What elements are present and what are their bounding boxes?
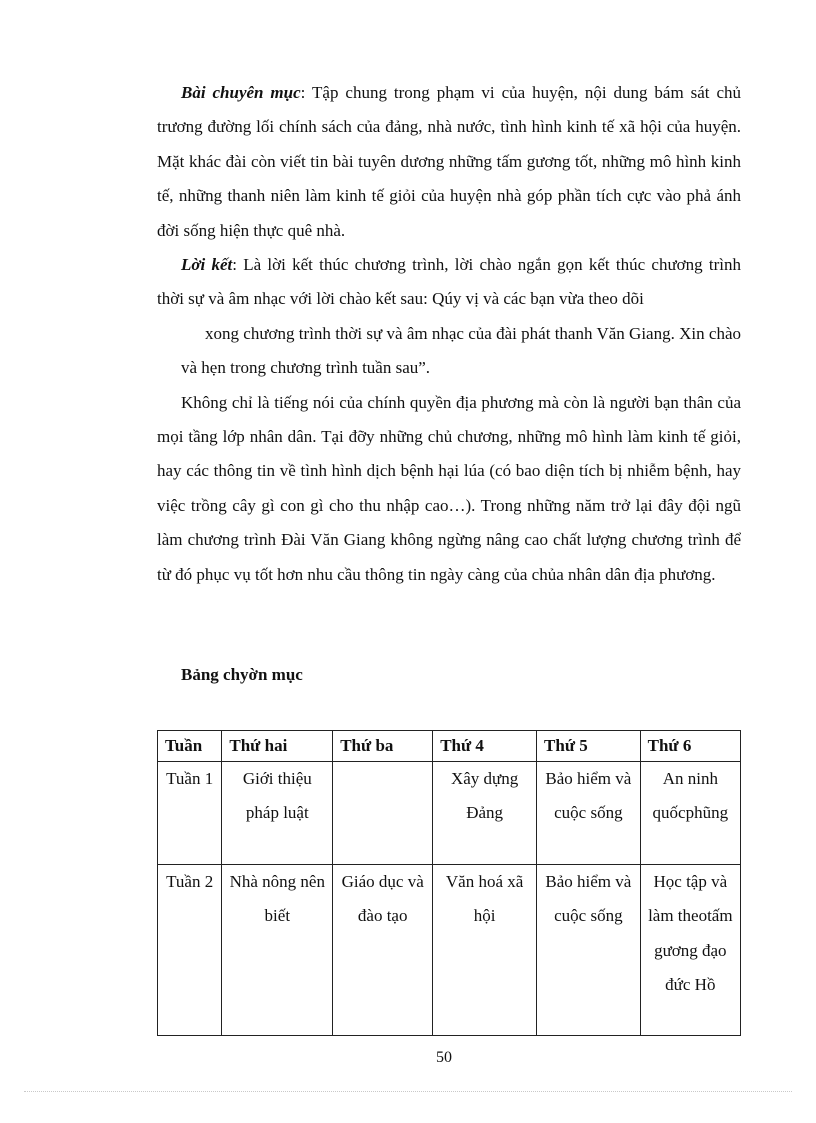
table-header-row [158, 731, 741, 762]
table-cell: Tuần 1 [158, 762, 222, 865]
paragraph-khong-chi: Không chỉ là tiếng nói của chính quyền địa phương mà còn là người bạn thân của mọi tầng lớp nhân dân. Tại đỡy những chủ chương, những mô hình làm kinh tế giỏi, hay các thông tin về tình hình dịch bệnh hại lúa (có bao diện tích bị nhiễm bệnh, hay việc trồng cây gì con gì cho thu nhập cao…). Trong những năm trở lại đây đội ngũ làm chương trình Đài Văn Giang không ngừng nâng cao chất lượng chương trình để từ đó phục vụ tốt hơn nhu cầu thông tin ngày càng của chủa nhân dân địa phương. [157, 392, 741, 584]
paragraph-lead: Lời kết [181, 255, 233, 275]
page-number: 50 [436, 1049, 452, 1066]
paragraph-text: : Tập chung trong phạm vi của huyện, nội dung bám sát chủ trương đường lối chính sách của đảng, nhà nước, tình hình kinh tế xã hội của huyện. Mặt khác đài còn viết tin bài tuyên dương những tấm gương tốt, những mô hình kinh tế, những thanh niên làm kinh tế giỏi của huyện nhà góp phần tích cực vào phả ánh đời sống hiện thực quê nhà. [157, 83, 741, 240]
header-cell: Thứ 5 [537, 731, 641, 762]
header-cell: Tuần [158, 731, 222, 762]
table-cell: Nhà nông nên biết [222, 865, 333, 1036]
table-cell: Xây dựng Đảng [433, 762, 537, 865]
table-cell [333, 762, 433, 865]
paragraph-lead: Bài chuyên mục [181, 83, 301, 102]
table-cell: Văn hoá xã hội [433, 865, 537, 1036]
paragraph-loi-ket [157, 248, 741, 386]
schedule-table [157, 730, 741, 1036]
table-title: Bảng chyờn mục [181, 665, 303, 684]
header-cell: Thứ 6 [640, 731, 740, 762]
body-text [157, 76, 741, 592]
footer-divider [24, 1091, 792, 1092]
table-cell: Giới thiệu pháp luật [222, 762, 333, 865]
header-cell: Thứ ba [333, 731, 433, 762]
paragraph-text: : Là lời kết thúc chương trình, lời chào ngắn gọn kết thúc chương trình thời sự và âm nhạc với lời chào kết sau: Qúy vị và các bạn vừa theo dõi [157, 255, 742, 309]
table-cell: An ninh quốcphũng [640, 762, 740, 865]
table-cell: Tuần 2 [158, 865, 222, 1036]
table-cell: Bảo hiểm và cuộc sống [537, 865, 641, 1036]
table-row [158, 865, 741, 1036]
table-row [158, 762, 741, 865]
paragraph-chuyen-muc [157, 76, 741, 248]
table-cell: Bảo hiểm và cuộc sống [537, 762, 641, 865]
table-cell: Học tập và làm theotấm gương đạo đức Hồ [640, 865, 740, 1036]
header-cell: Thứ hai [222, 731, 333, 762]
table-cell: Giáo dục và đào tạo [333, 865, 433, 1036]
paragraph-text-continued: xong chương trình thời sự và âm nhạc của đài phát thanh Văn Giang. Xin chào và hẹn trong chương trình tuần sau”. [181, 323, 741, 378]
header-cell: Thứ 4 [433, 731, 537, 762]
